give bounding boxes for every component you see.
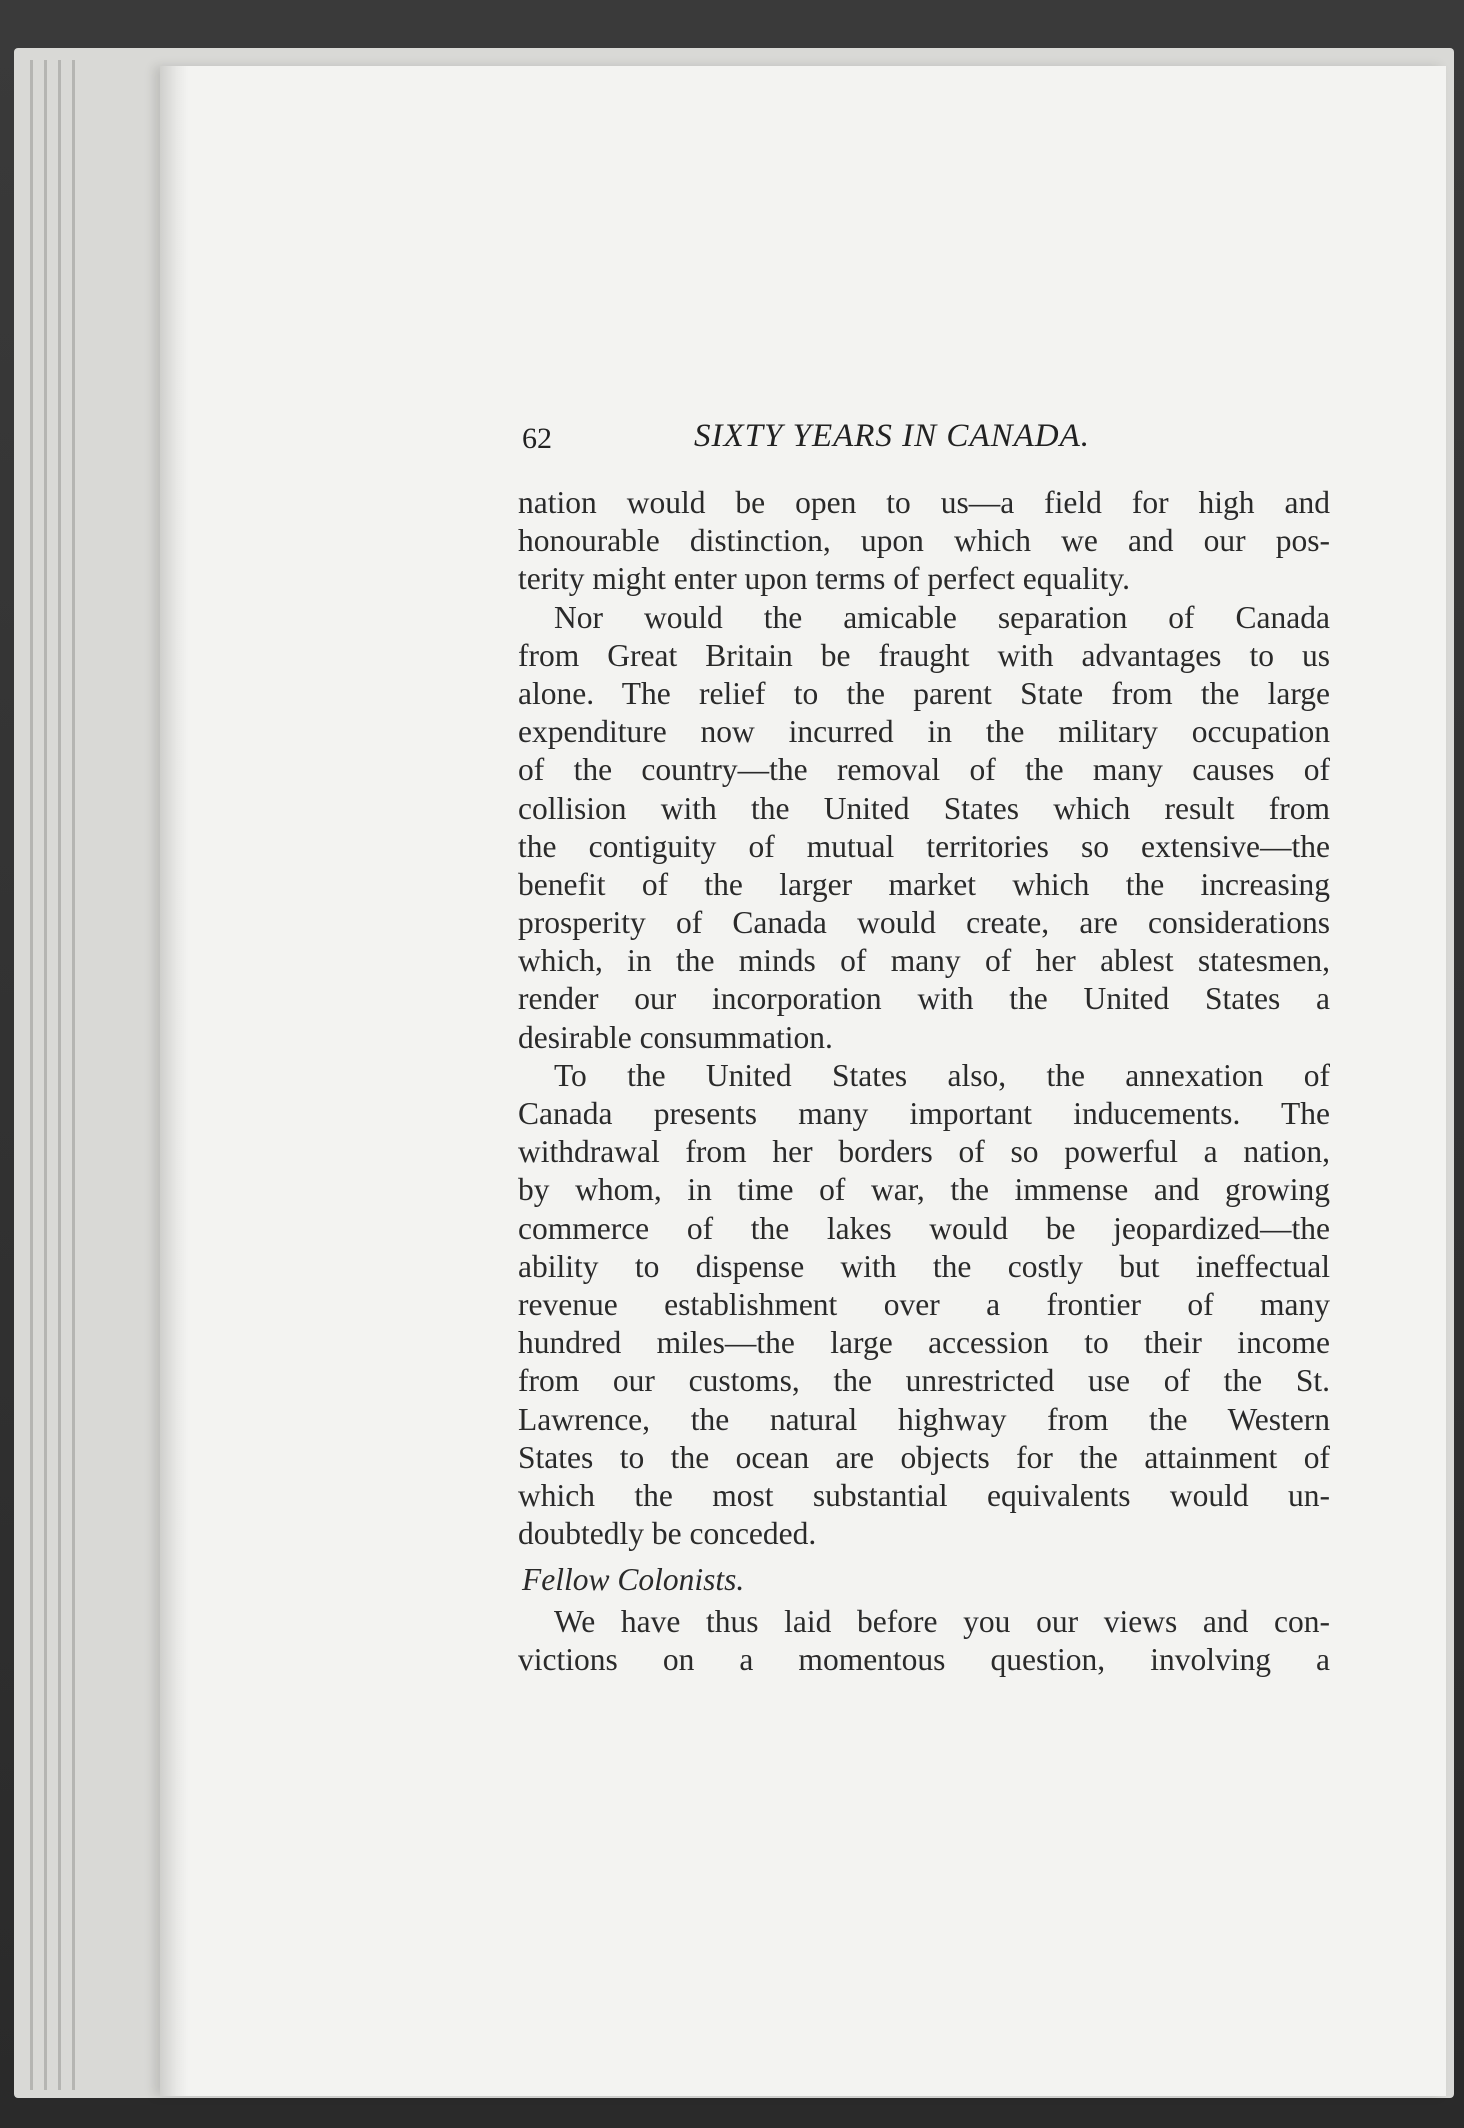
text-line: which the most substantial equivalents would un- <box>518 1477 1330 1513</box>
text-line: collision with the United States which result from <box>518 790 1330 826</box>
page-edge-line <box>30 60 33 2090</box>
text-line: We have thus laid before you our views and con- <box>554 1604 1330 1640</box>
text-line: hundred miles—the large accession to their income <box>518 1325 1330 1361</box>
salutation: Fellow Colonists. <box>522 1562 745 1598</box>
text-line: render our incorporation with the United States a <box>518 981 1330 1017</box>
text-line: States to the ocean are objects for the attainment of <box>518 1439 1330 1475</box>
text-line: benefit of the larger market which the increasing <box>518 866 1330 902</box>
page-number: 62 <box>522 422 552 455</box>
page-gutter <box>160 66 188 2096</box>
text-line: nation would be open to us—a field for high and <box>518 485 1330 520</box>
text-line: withdrawal from her borders of so powerful a nation, <box>518 1134 1330 1170</box>
text-line: the contiguity of mutual territories so extensive—the <box>518 828 1330 864</box>
text-line: from our customs, the unrestricted use of the St. <box>518 1363 1330 1399</box>
text-line: which, in the minds of many of her ablest statesmen, <box>518 943 1330 979</box>
text-line: To the United States also, the annexation of <box>554 1057 1330 1093</box>
paragraph-1 <box>518 484 1330 599</box>
text-line: from Great Britain be fraught with advantages to us <box>518 637 1330 673</box>
paragraph-3 <box>518 1057 1330 1553</box>
paragraph-4 <box>518 1603 1330 1679</box>
text-line: of the country—the removal of the many causes of <box>518 752 1330 788</box>
page-edge-line <box>58 60 61 2090</box>
text-line: Lawrence, the natural highway from the Western <box>518 1401 1330 1437</box>
text-line: alone. The relief to the parent State from the large <box>518 675 1330 711</box>
text-line: desirable consummation. <box>518 1019 833 1055</box>
page-header <box>522 418 1332 466</box>
text-line: expenditure now incurred in the military occupation <box>518 714 1330 750</box>
text-line: by whom, in time of war, the immense and growing <box>518 1172 1330 1208</box>
text-line: Nor would the amicable separation of Canada <box>554 599 1330 635</box>
text-line: Canada presents many important inducements. The <box>518 1096 1330 1131</box>
text-line: terity might enter upon terms of perfect equality. <box>518 561 1131 597</box>
text-line: revenue establishment over a frontier of many <box>518 1286 1330 1322</box>
body-text <box>518 484 1330 1680</box>
text-line: doubtedly be conceded. <box>518 1516 817 1552</box>
page-edge-line <box>44 60 47 2090</box>
page-edge-line <box>72 60 75 2090</box>
running-title: SIXTY YEARS IN CANADA. <box>694 418 1091 454</box>
text-line: ability to dispense with the costly but ineffectual <box>518 1248 1330 1284</box>
text-line: prosperity of Canada would create, are considerations <box>518 905 1330 941</box>
text-line: commerce of the lakes would be jeopardized—the <box>518 1210 1330 1246</box>
text-line: victions on a momentous question, involving a <box>518 1642 1330 1678</box>
paragraph-2 <box>518 599 1330 1057</box>
text-line: honourable distinction, upon which we and our pos- <box>518 523 1330 559</box>
